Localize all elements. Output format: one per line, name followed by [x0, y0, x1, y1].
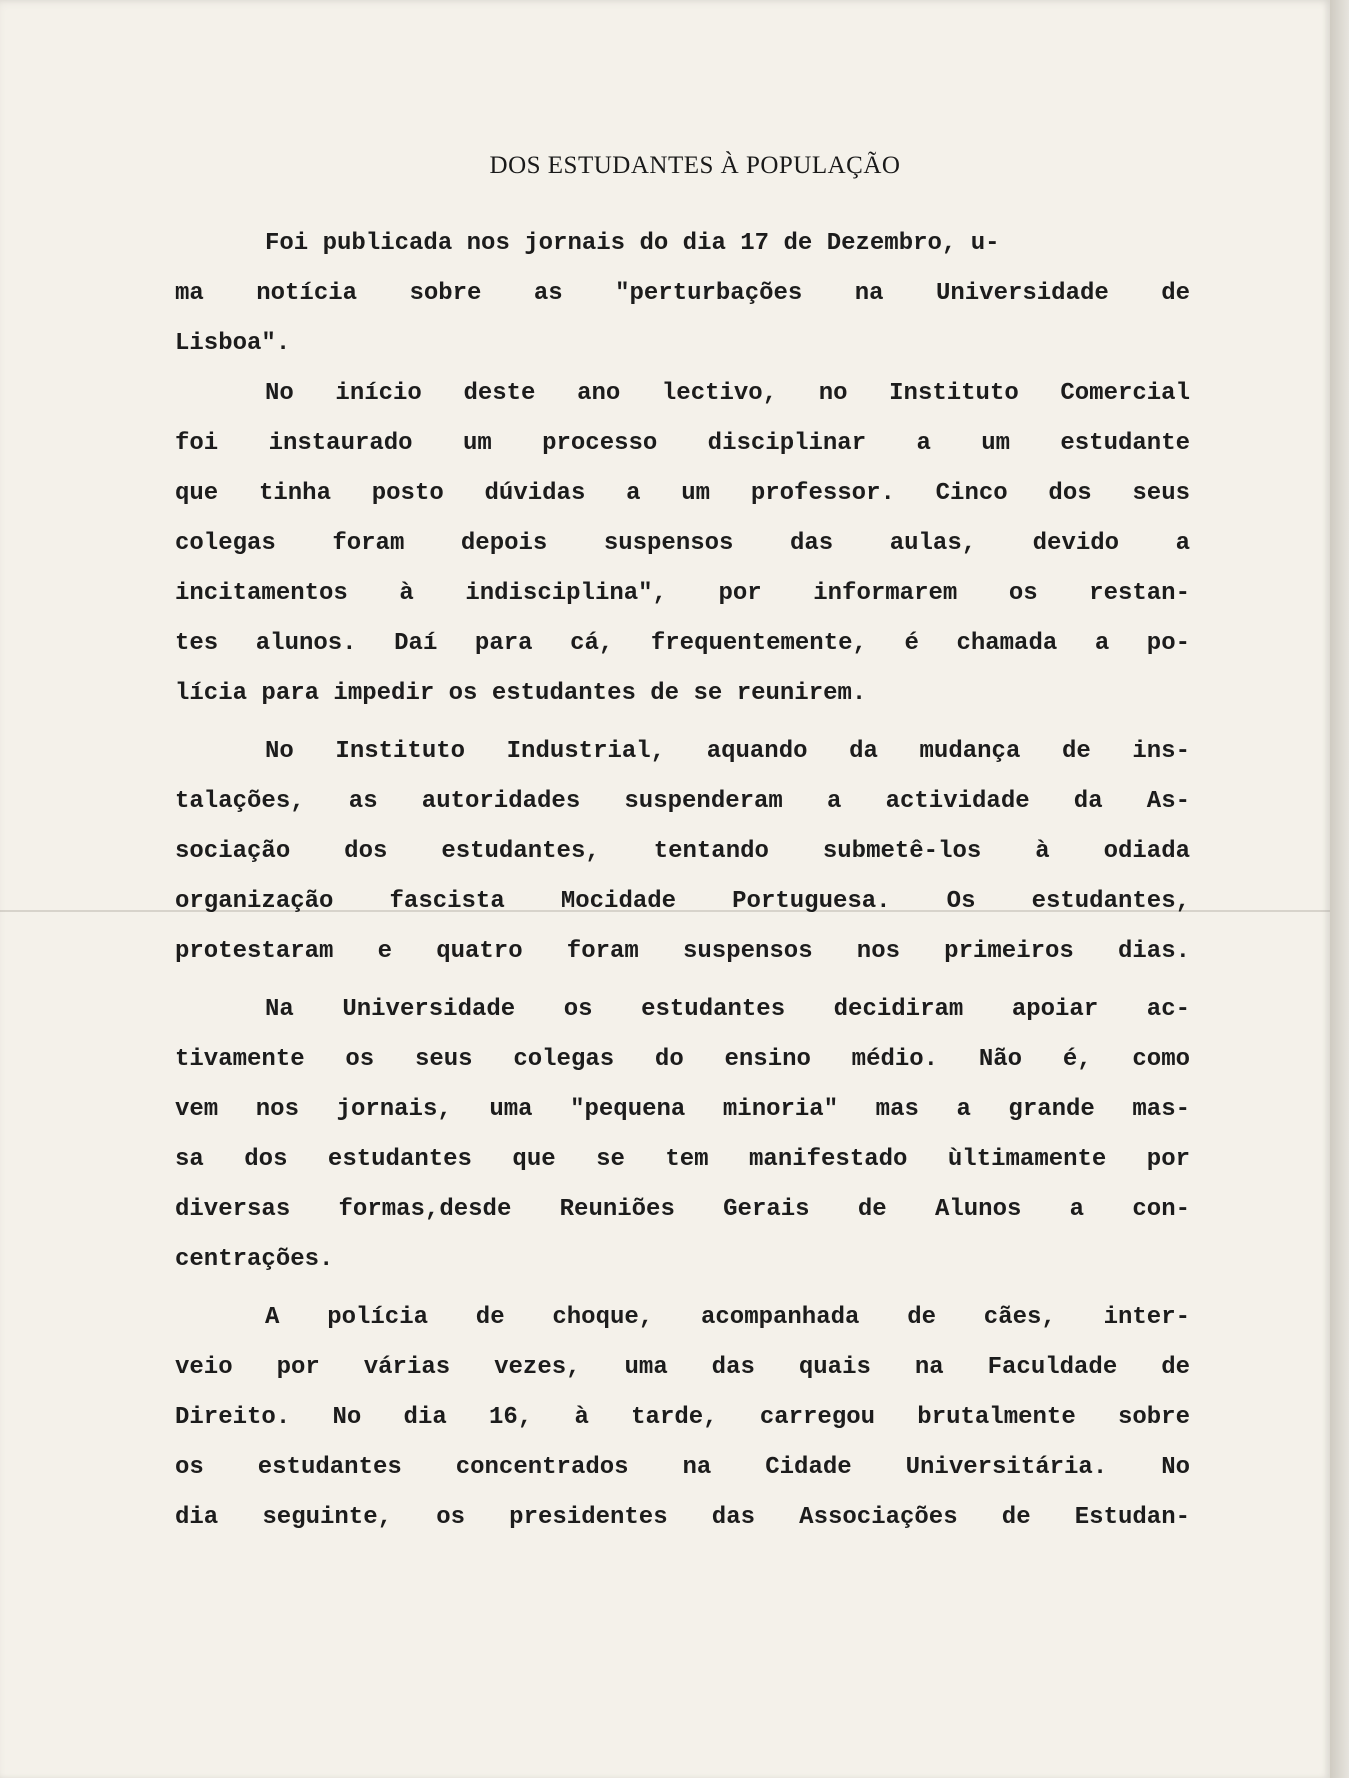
- text-line: que tinha posto dúvidas a um professor. Cinco dos seus: [175, 480, 1190, 507]
- text-line: organização fascista Mocidade Portuguesa. Os estudantes,: [175, 888, 1190, 915]
- text-line: No início deste ano lectivo, no Instituto Comercial: [265, 380, 1190, 407]
- text-line: talações, as autoridades suspenderam a actividade da As-: [175, 788, 1190, 815]
- text-line: foi instaurado um processo disciplinar a um estudante: [175, 430, 1190, 457]
- text-line: No Instituto Industrial, aquando da mudança de ins-: [265, 738, 1190, 765]
- text-line: dia seguinte, os presidentes das Associações de Estudan-: [175, 1504, 1190, 1531]
- text-line: tivamente os seus colegas do ensino médio. Não é, como: [175, 1046, 1190, 1073]
- text-line: diversas formas,desde Reuniões Gerais de Alunos a con-: [175, 1196, 1190, 1223]
- text-line: centrações.: [175, 1246, 334, 1273]
- text-line: ma notícia sobre as "perturbações na Universidade de: [175, 280, 1190, 307]
- text-line: Lisboa".: [175, 330, 291, 357]
- text-line: protestaram e quatro foram suspensos nos primeiros dias.: [175, 938, 1190, 965]
- text-line: sa dos estudantes que se tem manifestado ùltimamente por: [175, 1146, 1190, 1173]
- document-body: [175, 219, 1190, 1543]
- text-line: tes alunos. Daí para cá, frequentemente, é chamada a po-: [175, 630, 1190, 657]
- text-line: lícia para impedir os estudantes de se reunirem.: [175, 680, 867, 707]
- text-line: vem nos jornais, uma "pequena minoria" mas a grande mas-: [175, 1096, 1190, 1123]
- text-line: incitamentos à indisciplina", por informarem os restan-: [175, 580, 1190, 607]
- text-line: os estudantes concentrados na Cidade Universitária. No: [175, 1454, 1190, 1481]
- text-line: colegas foram depois suspensos das aulas, devido a: [175, 530, 1190, 557]
- text-line: Direito. No dia 16, à tarde, carregou brutalmente sobre: [175, 1404, 1190, 1431]
- text-line: Foi publicada nos jornais do dia 17 de Dezembro, u-: [265, 230, 1000, 257]
- text-line: sociação dos estudantes, tentando submetê-los à odiada: [175, 838, 1190, 865]
- text-line: veio por várias vezes, uma das quais na Faculdade de: [175, 1354, 1190, 1381]
- text-line: A polícia de choque, acompanhada de cães, inter-: [265, 1304, 1190, 1331]
- paper-edge: [1330, 0, 1349, 1778]
- text-line: Na Universidade os estudantes decidiram apoiar ac-: [265, 996, 1190, 1023]
- document-title: DOS ESTUDANTES À POPULAÇÃO: [489, 152, 901, 179]
